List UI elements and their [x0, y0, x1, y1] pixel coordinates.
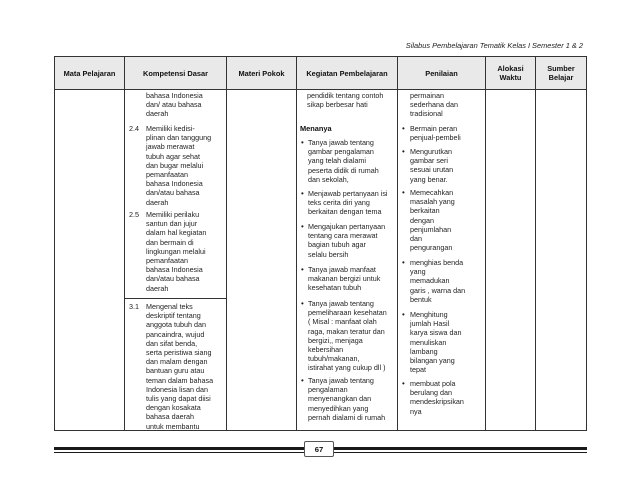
page-number-badge — [304, 441, 334, 457]
table-header-row — [55, 57, 586, 90]
page-number: 67 — [314, 444, 324, 454]
bullet-icon: • — [301, 265, 304, 274]
bullet-icon: • — [301, 189, 304, 198]
bullet-icon: • — [301, 222, 304, 231]
penilaian-item: Menghitung jumlah Hasil karya siswa dan menuliskan lambang bilangan yang tepat — [410, 310, 462, 375]
kd-separator-line — [124, 298, 227, 299]
grid-line — [296, 89, 297, 430]
bullet-icon: • — [301, 138, 304, 147]
penilaian-item: Memecahkan masalah yang berkaitan dengan penjumlahan dan pengurangan — [410, 188, 455, 253]
kegiatan-item: Tanya jawab manfaat makanan bergizi untuk kesehatan tubuh — [308, 265, 381, 293]
bullet-icon: • — [402, 258, 405, 267]
kd-3-1-text: Mengenal teks deskriptif tentang anggota tubuh dan pancaindra, wujud dan sifat benda, serta peristiwa siang dan malam dengan bantuan guru atau teman dalam bahasa Indonesia lisan dan tulis yang dapat diisi dengan kosakata bahasa daerah untuk membantu — [146, 302, 214, 431]
kd-number: 3.1 — [129, 302, 139, 311]
column-header-mata-pelajaran: Mata Pelajaran — [55, 57, 125, 89]
kegiatan-item: Tanya jawab tentang pemeliharaan kesehatan ( Misal : manfaat olah raga, makan teratur dan bergizi,, menjaga kebersihan tubuh/makanan, istirahat yang cukup dll ) — [308, 299, 387, 373]
kegiatan-item: Tanya jawab tentang pengalaman menyenangkan dan menyedihkan yang pernah dialami di rumah — [308, 376, 386, 422]
kd-2-4-text: Memiliki kedisi- plinan dan tanggung jawab merawat tubuh agar sehat dan bugar melalui pemanfaatan bahasa Indonesia dan/atau bahasa daerah — [146, 124, 212, 207]
penilaian-item: menghias benda yang memadukan garis , warna dan bentuk — [410, 258, 466, 304]
penilaian-item: Bermain peran penjual-pembeli — [410, 124, 461, 143]
bullet-icon: • — [402, 124, 405, 133]
penilaian-item: Mengurutkan gambar seri sesuai urutan yang benar. — [410, 147, 454, 184]
kegiatan-continuation-text: pendidik tentang contoh sikap berbesar hati — [307, 91, 384, 110]
kd-number: 2.5 — [129, 210, 139, 219]
bullet-icon: • — [402, 188, 405, 197]
kegiatan-item: Mengajukan pertanyaan tentang cara merawat bagian tubuh agar selalu bersih — [308, 222, 386, 259]
column-header-kegiatan: Kegiatan Pembelajaran — [297, 57, 398, 89]
running-header-title: Silabus Pembelajaran Tematik Kelas I Semester 1 & 2 — [405, 41, 583, 50]
kd-continuation-text: bahasa Indonesia dan/ atau bahasa daerah — [146, 91, 203, 119]
bullet-icon: • — [402, 310, 405, 319]
column-header-sumber-belajar: Sumber Belajar — [547, 64, 575, 82]
kegiatan-item: Tanya jawab tentang gambar pengalaman yang telah dialami peserta didik di rumah dan sekolah, — [308, 138, 379, 184]
penilaian-continuation-text: permainan sederhana dan tradisional — [410, 91, 458, 119]
penilaian-item: membuat pola berulang dan mendeskripsikan nya — [410, 379, 464, 416]
kegiatan-item: Menjawab pertanyaan isi teks cerita diri yang berkaitan dengan tema — [308, 189, 388, 217]
kd-2-5-text: Memiliki perilaku santun dan jujur dalam hal kegiatan dan bermain di lingkungan melalui pemanfaatan bahasa Indonesia dan/atau bahasa daerah — [146, 210, 207, 293]
bullet-icon: • — [301, 376, 304, 385]
column-header-kompetensi-dasar: Kompetensi Dasar — [125, 57, 227, 89]
grid-line — [124, 89, 125, 430]
grid-line — [485, 89, 486, 430]
menanya-heading: Menanya — [300, 124, 332, 133]
column-header-alokasi-waktu: Alokasi Waktu — [486, 57, 536, 89]
grid-line — [535, 89, 536, 430]
syllabus-table — [54, 56, 587, 431]
grid-line — [397, 89, 398, 430]
bullet-icon: • — [402, 379, 405, 388]
grid-line — [226, 89, 227, 430]
column-header-penilaian: Penilaian — [398, 57, 486, 89]
kd-number: 2.4 — [129, 124, 139, 133]
column-header-materi-pokok: Materi Pokok — [227, 57, 297, 89]
bullet-icon: • — [301, 299, 304, 308]
bullet-icon: • — [402, 147, 405, 156]
